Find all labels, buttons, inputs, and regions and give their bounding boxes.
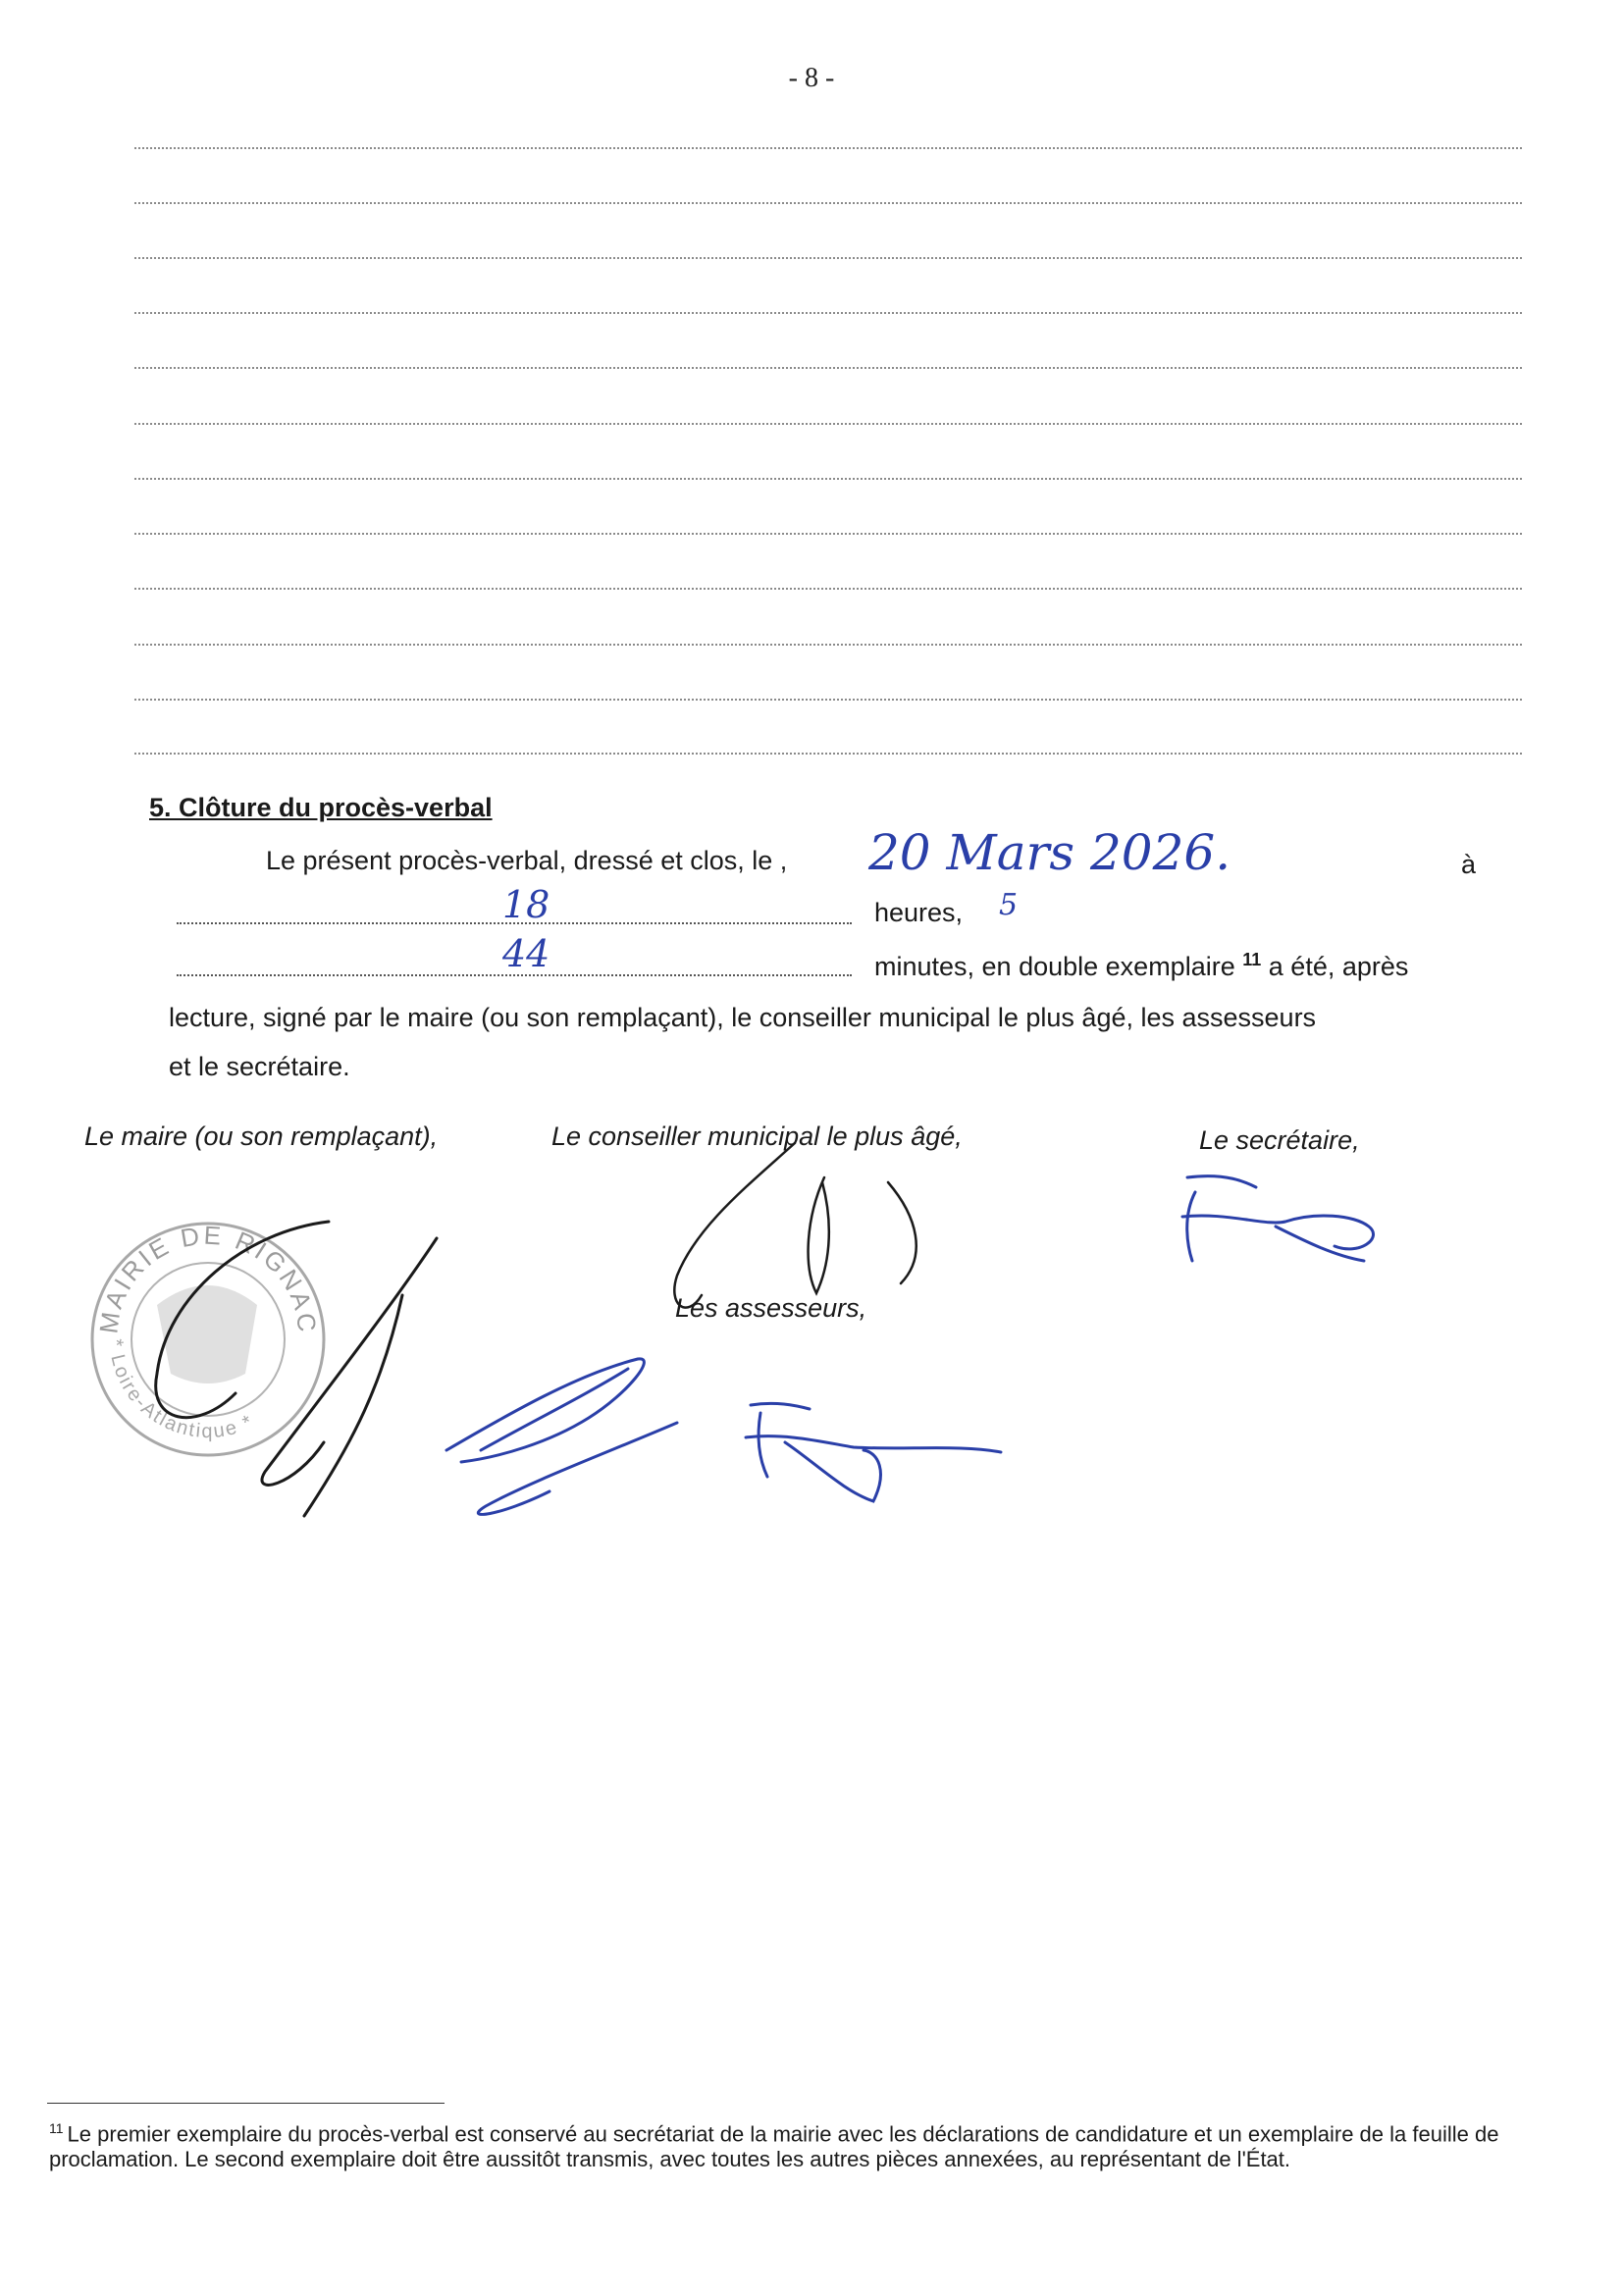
municipal-stamp [92, 1221, 324, 1455]
councillor-signature-label: Le conseiller municipal le plus âgé, [551, 1122, 963, 1151]
closure-line-3: lecture, signé par le maire (ou son remplaçant), le conseiller municipal le plus âgé, les assesseurs [169, 1003, 1317, 1032]
stamp-bottom-text: * Loire-Atlantique * [104, 1338, 258, 1442]
footnote-divider [47, 2103, 445, 2104]
councillor-signature [674, 1143, 916, 1308]
section-title: 5. Clôture du procès-verbal [149, 793, 493, 822]
assessors-signature-label: Les assesseurs, [675, 1293, 867, 1323]
page-number: - 8 - [788, 63, 835, 93]
assessor-1-signature [446, 1359, 677, 1515]
closure-line-1-suffix: à [1461, 850, 1477, 879]
hours-label: heures, [874, 898, 964, 927]
footnote [49, 2115, 1521, 2172]
minutes-suffix: a été, après [1268, 952, 1409, 981]
handwritten-hours: 18 [502, 883, 550, 926]
footnote-text: Le premier exemplaire du procès-verbal est conservé au secrétariat de la mairie avec les déclarations de candidature et un exemplaire de la feuille de proclamation. Le second exemplaire doit être aussitôt transmis, avec toutes les autres pièces annexées, au représentant de l'État. [49, 2121, 1499, 2172]
mayor-signature-label: Le maire (ou son remplaçant), [84, 1122, 439, 1151]
secretary-signature-label: Le secrétaire, [1199, 1125, 1360, 1155]
minutes-label: minutes, en double exemplaire [874, 952, 1235, 981]
handwritten-minutes: 44 [502, 932, 550, 975]
closure-line-4: et le secrétaire. [169, 1052, 350, 1081]
assessor-2-signature [746, 1403, 1001, 1501]
footnote-marker: 11 [49, 2120, 64, 2136]
footnote-reference: 11 [1242, 950, 1262, 969]
handwritten-mark: 5 [999, 888, 1019, 922]
closure-line-1: Le présent procès-verbal, dressé et clos, le , [266, 846, 788, 875]
secretary-signature [1182, 1176, 1374, 1261]
handwritten-date: 20 Mars 2026. [868, 824, 1231, 881]
stamp-text: MAIRIE DE RIGNAC [93, 1220, 323, 1336]
